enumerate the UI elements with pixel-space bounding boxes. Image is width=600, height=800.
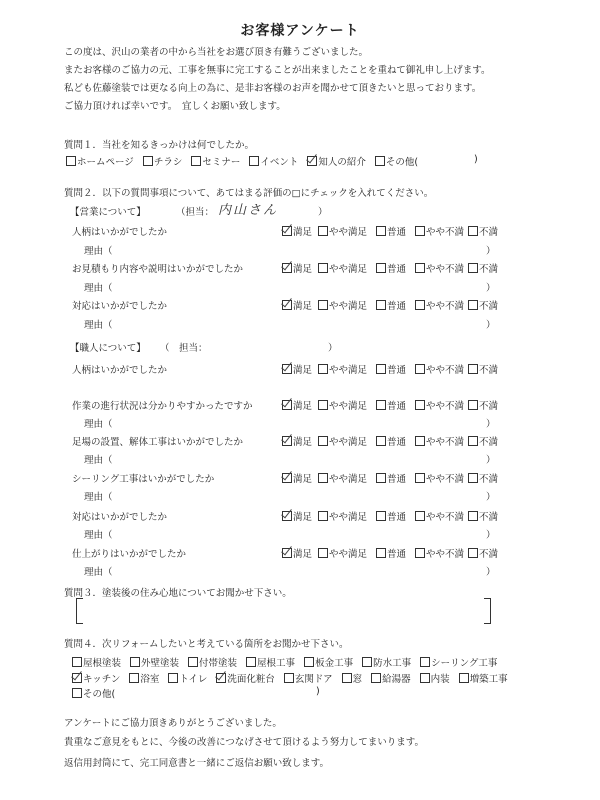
intro-line: 私ども佐藤塗装では更なる向上の為に、是非お客様のお声を聞かせて頂きたいと思っております。 <box>64 83 482 94</box>
rating-option[interactable] <box>318 434 367 448</box>
checkbox[interactable] <box>318 400 328 410</box>
q4-option-row <box>72 686 124 700</box>
reason-input[interactable] <box>122 278 482 293</box>
rating-option[interactable] <box>415 509 464 523</box>
option-label: 板金工事 <box>315 658 354 669</box>
rating-option[interactable] <box>318 362 367 376</box>
checkbox[interactable] <box>282 400 292 410</box>
q4-option[interactable] <box>362 658 411 669</box>
option-label: やや満足 <box>329 549 368 560</box>
option-label: やや不満 <box>426 437 465 448</box>
q1-question: 質問１．当社を知るきっかけは何でしたか。 <box>64 140 255 151</box>
reason-close-paren: ） <box>486 567 496 578</box>
reason-input[interactable] <box>122 241 482 256</box>
checkbox[interactable] <box>129 673 139 683</box>
q4-option[interactable] <box>284 674 333 685</box>
option-label: 給湯器 <box>382 674 411 685</box>
rating-option[interactable] <box>376 362 406 376</box>
checkbox[interactable] <box>72 688 82 698</box>
option-label: やや不満 <box>426 512 465 523</box>
option-label: その他( <box>385 157 419 168</box>
option-label: 内装 <box>430 674 450 685</box>
option-label: チラシ <box>153 157 183 168</box>
checkbox[interactable] <box>468 436 478 446</box>
reason-input[interactable] <box>122 525 482 540</box>
craft-item-label: 仕上がりはいかがでしたか <box>72 549 187 560</box>
reason-close-paren: ） <box>486 283 496 294</box>
option-label: 満足 <box>293 437 313 448</box>
craft-staff-label: （ 担当： <box>160 343 208 354</box>
intro-line: ご協力頂ければ幸いです。 宜しくお願い致します。 <box>64 101 286 112</box>
checkbox[interactable] <box>362 657 372 667</box>
option-label: 不満 <box>479 301 499 312</box>
option-label: 満足 <box>293 301 313 312</box>
option-label: やや不満 <box>426 474 465 485</box>
checkbox[interactable] <box>415 226 425 236</box>
q4-option[interactable] <box>130 658 179 669</box>
checkbox[interactable] <box>318 263 328 273</box>
checkbox[interactable] <box>282 473 292 483</box>
reason-close-paren: ） <box>486 419 496 430</box>
checkbox[interactable] <box>304 657 314 667</box>
reason-label: 理由（ <box>84 455 113 466</box>
option-label: 不満 <box>479 264 499 275</box>
checkbox[interactable] <box>376 548 386 558</box>
rating-option[interactable] <box>415 434 464 448</box>
option-label: 不満 <box>479 437 499 448</box>
checkbox[interactable] <box>375 156 385 166</box>
sales-item-label: 人柄はいかがでしたか <box>72 227 168 238</box>
rating-option[interactable] <box>415 224 464 238</box>
rating-option[interactable] <box>282 362 312 376</box>
option-label: 普通 <box>387 474 407 485</box>
checkbox[interactable] <box>376 473 386 483</box>
rating-option[interactable] <box>468 471 498 485</box>
option-label: 不満 <box>479 365 499 376</box>
sales-item-label: お見積もり内容や説明はいかがでしたか <box>72 264 244 275</box>
checkbox[interactable] <box>284 673 294 683</box>
checkbox[interactable] <box>468 511 478 521</box>
checkbox[interactable] <box>415 436 425 446</box>
craft-item-label: 足場の設置、解体工事はいかがでしたか <box>72 437 244 448</box>
checkbox[interactable] <box>130 657 140 667</box>
q4-option-row <box>72 655 506 669</box>
rating-option[interactable] <box>318 509 367 523</box>
rating-option[interactable] <box>376 398 406 412</box>
q4-option[interactable] <box>72 658 121 669</box>
reason-close-paren: ） <box>486 492 496 503</box>
q3-question: 質問３．塗装後の住み心地についてお聞かせ下さい。 <box>64 588 292 599</box>
rating-option[interactable] <box>468 362 498 376</box>
q1-option[interactable] <box>375 157 418 168</box>
q4-option[interactable] <box>342 674 363 685</box>
rating-option[interactable] <box>376 471 406 485</box>
q4-option[interactable] <box>420 658 497 669</box>
rating-option[interactable] <box>376 298 406 312</box>
checkbox[interactable] <box>318 300 328 310</box>
rating-option[interactable] <box>376 546 406 560</box>
checkbox[interactable] <box>66 156 76 166</box>
checkbox[interactable] <box>168 673 178 683</box>
q1-close-paren: ) <box>474 154 478 165</box>
craft-section-header: 【職人について】 <box>70 343 146 354</box>
q4-option[interactable] <box>420 674 450 685</box>
option-label: 普通 <box>387 512 407 523</box>
craft-item-label: 人柄はいかがでしたか <box>72 365 168 376</box>
intro-line: またお客様のご協力の元、工事を無事に完工することが出来ましたことを重ねて御礼申し上げます。 <box>64 65 491 76</box>
closing-line: 返信用封筒にて、完工同意書と一緒にご返信お願い致します。 <box>64 758 330 769</box>
q3-answer-area[interactable] <box>84 598 486 624</box>
checkbox[interactable] <box>282 263 292 273</box>
reason-label: 理由（ <box>84 320 113 331</box>
q4-option[interactable] <box>188 658 237 669</box>
q4-option[interactable] <box>304 658 353 669</box>
rating-option[interactable] <box>468 298 498 312</box>
rating-option[interactable] <box>282 261 312 275</box>
option-label: やや満足 <box>329 264 368 275</box>
option-label: 満足 <box>293 512 313 523</box>
q4-option[interactable] <box>371 674 411 685</box>
option-label: 不満 <box>479 227 499 238</box>
option-label: 外壁塗装 <box>141 658 180 669</box>
option-label: 普通 <box>387 301 407 312</box>
reason-label: 理由（ <box>84 567 113 578</box>
rating-option[interactable] <box>282 398 312 412</box>
option-label: やや満足 <box>329 227 368 238</box>
reason-label: 理由（ <box>84 246 113 257</box>
q1-option[interactable] <box>307 157 366 168</box>
checkbox[interactable] <box>249 156 259 166</box>
option-label: 普通 <box>387 437 407 448</box>
option-label: やや満足 <box>329 474 368 485</box>
rating-option[interactable] <box>415 546 464 560</box>
rating-option[interactable] <box>282 434 312 448</box>
checkbox[interactable] <box>420 657 430 667</box>
option-label: シーリング工事 <box>431 658 498 669</box>
reason-input[interactable] <box>122 450 482 465</box>
q4-option-row <box>72 671 517 685</box>
checkbox[interactable] <box>415 473 425 483</box>
option-label: 不満 <box>479 549 499 560</box>
q1-options <box>66 154 427 168</box>
checkbox[interactable] <box>282 226 292 236</box>
option-label: 防水工事 <box>373 658 412 669</box>
rating-option[interactable] <box>318 224 367 238</box>
checkbox[interactable] <box>468 548 478 558</box>
rating-option[interactable] <box>282 546 312 560</box>
rating-option[interactable] <box>282 298 312 312</box>
checkbox[interactable] <box>420 673 430 683</box>
sales-staff-name: 内山さん <box>218 203 279 218</box>
option-label: 付帯塗装 <box>199 658 238 669</box>
checkbox[interactable] <box>459 673 469 683</box>
option-label: 普通 <box>387 401 407 412</box>
checkbox[interactable] <box>318 436 328 446</box>
checkbox[interactable] <box>376 300 386 310</box>
option-label: 満足 <box>293 401 313 412</box>
reason-close-paren: ） <box>486 455 496 466</box>
q4-option[interactable] <box>129 674 159 685</box>
option-label: やや満足 <box>329 401 368 412</box>
rating-option[interactable] <box>376 261 406 275</box>
rating-option[interactable] <box>376 224 406 238</box>
reason-close-paren: ） <box>486 530 496 541</box>
checkbox[interactable] <box>216 673 226 683</box>
checkbox[interactable] <box>246 657 256 667</box>
option-label: やや満足 <box>329 512 368 523</box>
reason-label: 理由（ <box>84 419 113 430</box>
checkbox[interactable] <box>318 511 328 521</box>
sales-staff-label: （担当： <box>176 207 215 218</box>
q4-option[interactable] <box>216 674 275 685</box>
checkbox[interactable] <box>191 156 201 166</box>
rating-option[interactable] <box>318 398 367 412</box>
reason-close-paren: ） <box>486 320 496 331</box>
rating-option[interactable] <box>468 261 498 275</box>
checkbox[interactable] <box>415 300 425 310</box>
option-label: 屋根塗装 <box>83 658 122 669</box>
q4-option[interactable] <box>459 674 508 685</box>
q4-question: 質問４．次リフォームしたいと考えている箇所をお聞かせ下さい。 <box>64 639 349 650</box>
option-label: 満足 <box>293 549 313 560</box>
checkbox[interactable] <box>415 364 425 374</box>
option-label: 不満 <box>479 401 499 412</box>
option-label: 満足 <box>293 474 313 485</box>
checkbox[interactable] <box>376 226 386 236</box>
rating-option[interactable] <box>318 471 367 485</box>
page-title: お客様アンケート <box>240 23 360 39</box>
q1-option[interactable] <box>249 157 298 168</box>
checkbox[interactable] <box>307 156 317 166</box>
q4-option[interactable] <box>246 658 295 669</box>
intro-line: この度は、沢山の業者の中から当社をお選び頂き有難うございました。 <box>64 47 369 58</box>
rating-option[interactable] <box>376 434 406 448</box>
q4-option[interactable] <box>72 689 115 700</box>
checkbox[interactable] <box>415 263 425 273</box>
checkbox[interactable] <box>468 364 478 374</box>
option-label: その他( <box>83 689 116 700</box>
rating-option[interactable] <box>282 471 312 485</box>
option-label: やや不満 <box>426 365 465 376</box>
checkbox[interactable] <box>376 436 386 446</box>
q4-other-close: ) <box>316 686 320 697</box>
rating-option[interactable] <box>318 546 367 560</box>
q3-answer-bracket-right <box>484 598 491 624</box>
option-label: 玄関ドア <box>294 674 333 685</box>
sales-staff-close: ） <box>318 207 328 218</box>
q4-option[interactable] <box>72 674 120 685</box>
rating-option[interactable] <box>282 224 312 238</box>
checkbox[interactable] <box>342 673 352 683</box>
checkbox[interactable] <box>318 473 328 483</box>
checkbox[interactable] <box>376 263 386 273</box>
rating-option[interactable] <box>415 261 464 275</box>
option-label: やや満足 <box>329 301 368 312</box>
q1-option[interactable] <box>143 157 183 168</box>
option-label: 知人の紹介 <box>318 157 366 168</box>
rating-option[interactable] <box>415 362 464 376</box>
option-label: やや不満 <box>426 549 465 560</box>
checkbox[interactable] <box>72 657 82 667</box>
reason-input[interactable] <box>122 487 482 502</box>
q2-question: 質問２．以下の質問事項について、あてはまる評価の□にチェックを入れてください。 <box>64 188 434 199</box>
option-label: やや不満 <box>426 401 465 412</box>
checkbox[interactable] <box>282 548 292 558</box>
rating-option[interactable] <box>282 509 312 523</box>
option-label: イベント <box>260 157 299 168</box>
rating-option[interactable] <box>468 434 498 448</box>
checkbox[interactable] <box>282 364 292 374</box>
craft-item-label: 対応はいかがでしたか <box>72 512 168 523</box>
checkbox[interactable] <box>415 548 425 558</box>
option-label: やや不満 <box>426 227 465 238</box>
checkbox[interactable] <box>415 511 425 521</box>
checkbox[interactable] <box>376 511 386 521</box>
q1-option[interactable] <box>66 157 134 168</box>
rating-option[interactable] <box>468 224 498 238</box>
checkbox[interactable] <box>376 364 386 374</box>
option-label: 窓 <box>352 674 363 685</box>
rating-option[interactable] <box>468 509 498 523</box>
checkbox[interactable] <box>376 400 386 410</box>
craft-item-label: 作業の進行状況は分かりやすかったですか <box>72 401 253 412</box>
option-label: 満足 <box>293 365 313 376</box>
checkbox[interactable] <box>72 673 82 683</box>
reason-label: 理由（ <box>84 492 113 503</box>
option-label: 普通 <box>387 264 407 275</box>
option-label: 増築工事 <box>469 674 508 685</box>
rating-option[interactable] <box>376 509 406 523</box>
option-label: やや満足 <box>329 437 368 448</box>
checkbox[interactable] <box>282 300 292 310</box>
option-label: 不満 <box>479 474 499 485</box>
option-label: 屋根工事 <box>257 658 296 669</box>
option-label: 満足 <box>293 264 313 275</box>
option-label: セミナー <box>202 157 241 168</box>
option-label: 満足 <box>293 227 313 238</box>
checkbox[interactable] <box>143 156 153 166</box>
craft-item-label: シーリング工事はいかがでしたか <box>72 474 215 485</box>
sales-item-label: 対応はいかがでしたか <box>72 301 168 312</box>
closing-line: アンケートにご協力頂きありがとうございました。 <box>64 718 282 729</box>
q3-answer-bracket-left <box>76 598 83 624</box>
sales-section-header: 【営業について】 <box>70 207 146 218</box>
q4-option[interactable] <box>168 674 207 685</box>
checkbox[interactable] <box>371 673 381 683</box>
checkbox[interactable] <box>188 657 198 667</box>
option-label: やや不満 <box>426 264 465 275</box>
rating-option[interactable] <box>318 298 367 312</box>
option-label: やや不満 <box>426 301 465 312</box>
checkbox[interactable] <box>282 511 292 521</box>
reason-label: 理由（ <box>84 283 113 294</box>
q1-option[interactable] <box>191 157 240 168</box>
checkbox[interactable] <box>318 364 328 374</box>
checkbox[interactable] <box>468 226 478 236</box>
reason-input[interactable] <box>122 315 482 330</box>
rating-option[interactable] <box>468 398 498 412</box>
rating-option[interactable] <box>415 398 464 412</box>
checkbox[interactable] <box>468 300 478 310</box>
reason-input[interactable] <box>122 562 482 577</box>
option-label: 不満 <box>479 512 499 523</box>
option-label: 洗面化粧台 <box>227 674 275 685</box>
craft-staff-close: ） <box>328 343 338 354</box>
option-label: キッチン <box>83 674 121 685</box>
option-label: トイレ <box>179 674 208 685</box>
option-label: 普通 <box>387 549 407 560</box>
rating-option[interactable] <box>318 261 367 275</box>
rating-option[interactable] <box>415 298 464 312</box>
option-label: 浴室 <box>140 674 160 685</box>
checkbox[interactable] <box>468 400 478 410</box>
closing-line: 貴重なご意見をもとに、今後の改善につなげさせて頂けるよう努力してまいります。 <box>64 737 425 748</box>
checkbox[interactable] <box>468 263 478 273</box>
option-label: ホームページ <box>77 157 134 168</box>
reason-close-paren: ） <box>486 246 496 257</box>
reason-input[interactable] <box>122 414 482 429</box>
checkbox[interactable] <box>282 436 292 446</box>
reason-label: 理由（ <box>84 530 113 541</box>
option-label: 普通 <box>387 227 407 238</box>
rating-option[interactable] <box>415 471 464 485</box>
checkbox[interactable] <box>318 548 328 558</box>
checkbox[interactable] <box>468 473 478 483</box>
option-label: 普通 <box>387 365 407 376</box>
rating-option[interactable] <box>468 546 498 560</box>
option-label: やや満足 <box>329 365 368 376</box>
checkbox[interactable] <box>415 400 425 410</box>
checkbox[interactable] <box>318 226 328 236</box>
